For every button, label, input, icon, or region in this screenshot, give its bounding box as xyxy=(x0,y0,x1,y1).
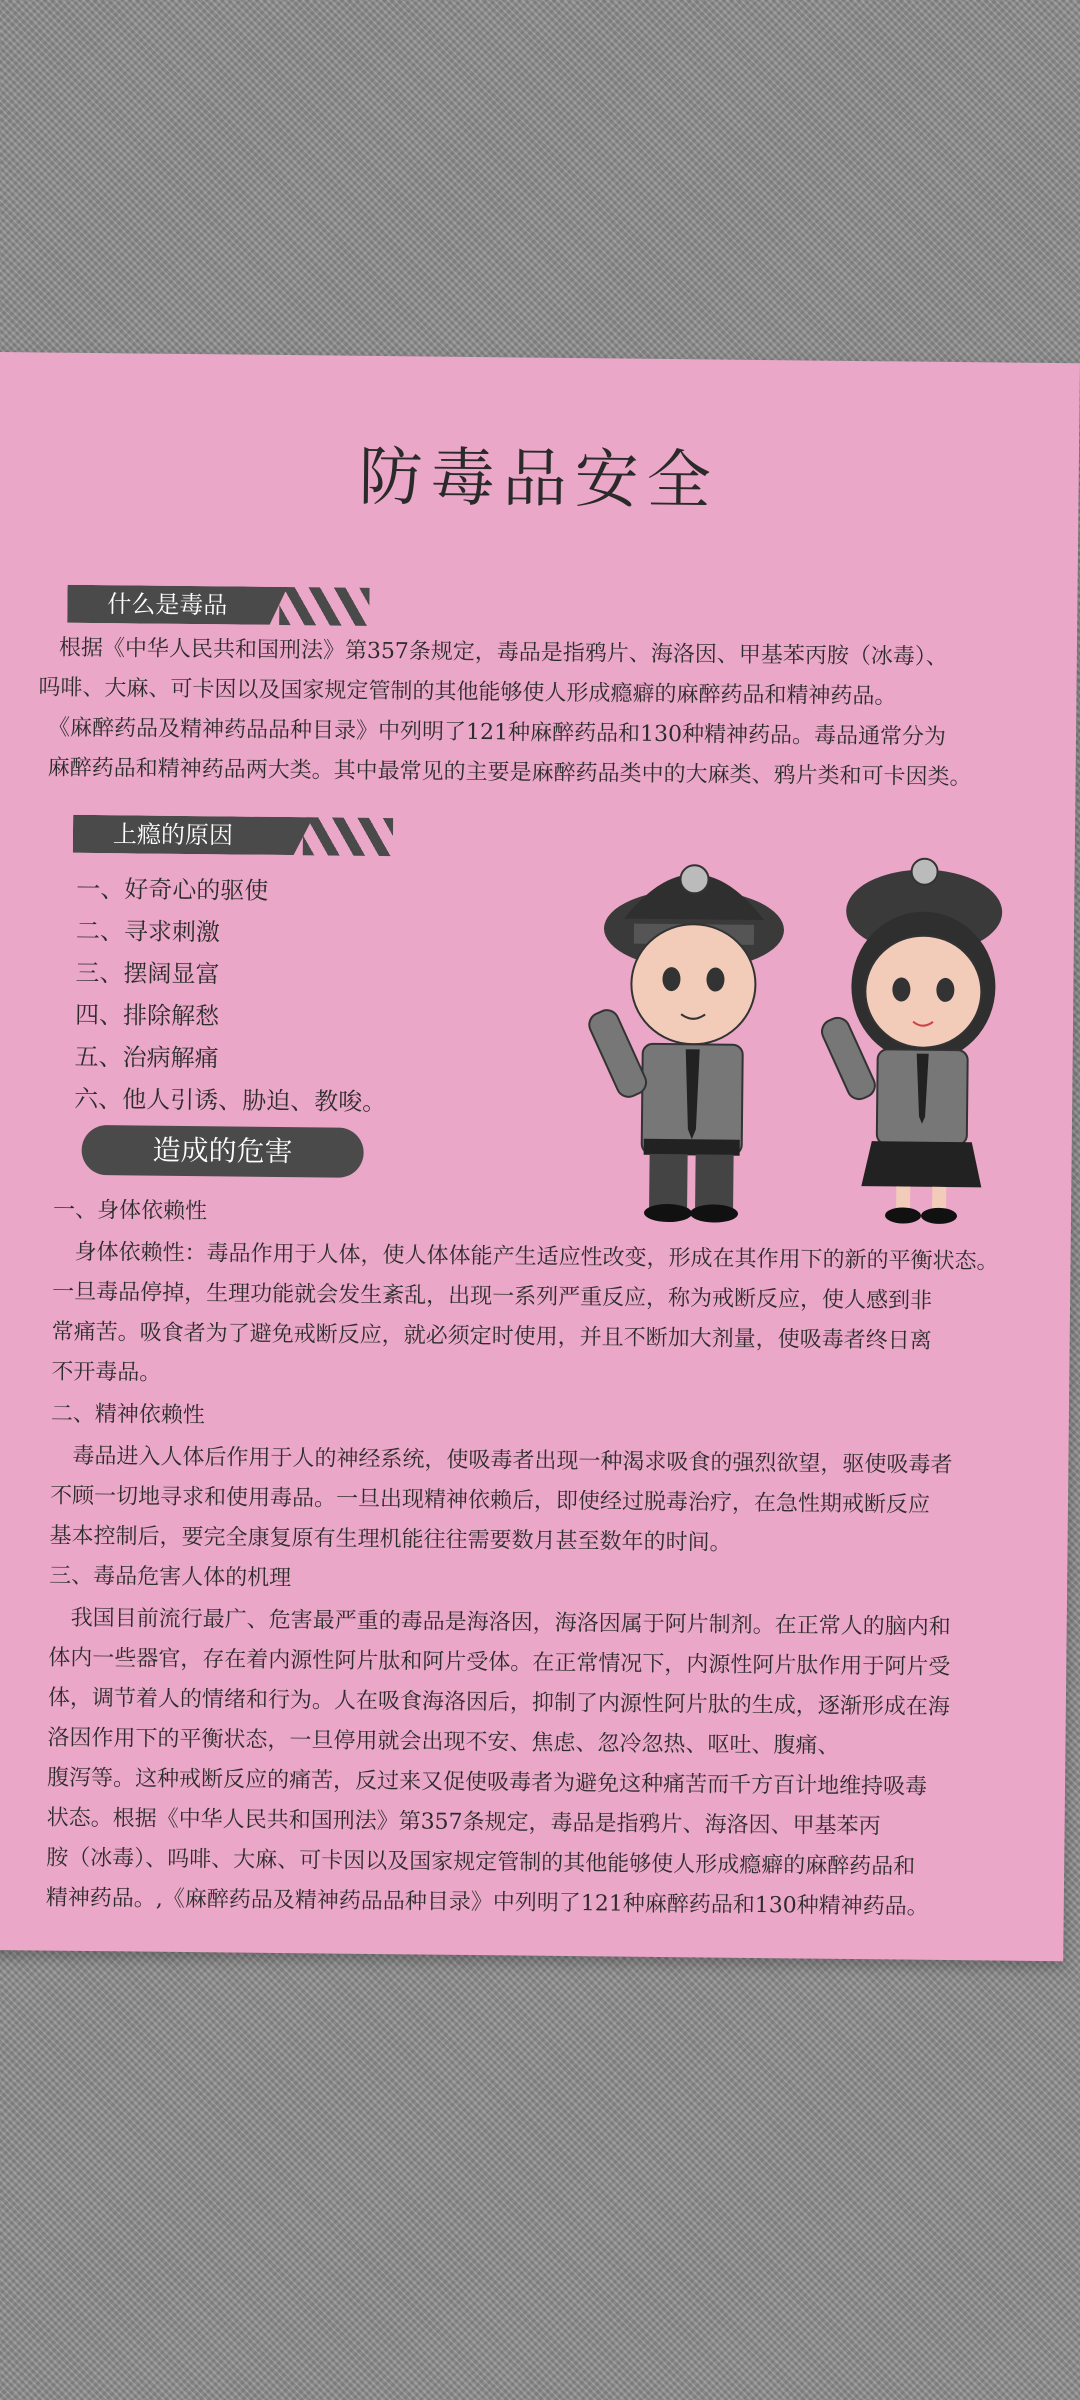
page-title: 防毒品安全 xyxy=(358,440,720,519)
text-line: 根据《中华人民共和国刑法》第357条规定，毒品是指鸦片、海洛因、甲基苯丙胺（冰毒）、 xyxy=(58,635,948,670)
text-line: 不开毒品。 xyxy=(51,1359,162,1386)
pink-leaflet xyxy=(0,352,1080,1961)
subsection-title: 二、精神依赖性 xyxy=(50,1401,206,1429)
section-header-what-is-drug: 什么是毒品 xyxy=(67,585,367,626)
text-line: 精神药品。,《麻醉药品及精神药品品种目录》中列明了121种麻醉药品和130种精神药品。 xyxy=(45,1885,929,1920)
text-line: 一旦毒品停掉，生理功能就会发生紊乱，出现一系列严重反应，称为戒断反应，使人感到非 xyxy=(52,1279,933,1314)
text-line: 毒品进入人体后作用于人的神经系统，使吸毒者出现一种渴求吸食的强烈欲望，驱使吸毒者 xyxy=(72,1443,953,1479)
text-line: 胺（冰毒）、吗啡、大麻、可卡因以及国家规定管制的其他能够使人形成瘾癖的麻醉药品和 xyxy=(46,1845,916,1880)
list-item: 四、排除解愁 xyxy=(74,1000,220,1031)
female-officer-figure xyxy=(816,858,1003,1225)
text-line: 腹泻等。这种戒断反应的痛苦，反过来又促使吸毒者为避免这种痛苦而千方百计地维持吸毒 xyxy=(46,1765,928,1800)
text-line: 麻醉药品和精神药品两大类。其中最常见的主要是麻醉药品类中的大麻类、鸦片类和可卡因类。 xyxy=(47,755,972,791)
section-header-addiction-causes: 上瘾的原因 xyxy=(73,815,373,856)
subsection-title: 三、毒品危害人体的机理 xyxy=(49,1563,292,1592)
text-line: 我国目前流行最广、危害最严重的毒品是海洛因，海洛因属于阿片制剂。在正常人的脑内和 xyxy=(70,1605,951,1641)
text-line: 《麻醉药品及精神药品品种目录》中列明了121种麻醉药品和130种精神药品。毒品通常分为 xyxy=(47,715,947,750)
text-line: 不顾一切地寻求和使用毒品。一旦出现精神依赖后，即使经过脱毒治疗，在急性期戒断反应 xyxy=(49,1483,931,1518)
list-item: 五、治病解痛 xyxy=(74,1042,219,1073)
list-item: 一、好奇心的驱使 xyxy=(76,874,269,905)
list-item: 二、寻求刺激 xyxy=(75,916,221,947)
text-line: 吗啡、大麻、可卡因以及国家规定管制的其他能够使人形成瘾癖的麻醉药品和精神药品。 xyxy=(38,675,897,710)
list-item: 六、他人引诱、胁迫、教唆。 xyxy=(74,1084,387,1117)
section-header-harms: 造成的危害 xyxy=(81,1125,364,1178)
text-line: 洛因作用下的平衡状态，一旦停用就会出现不安、焦虑、忽冷忽热、呕吐、腹痛、 xyxy=(47,1725,840,1759)
text-line: 体，调节着人的情绪和行为。人在吸食海洛因后，抑制了内源性阿片肽的生成，逐渐形成在海 xyxy=(47,1685,951,1721)
list-item: 三、摆阔显富 xyxy=(75,958,220,989)
text-line: 常痛苦。吸食者为了避免戒断反应，就必须定时使用，并且不断加大剂量，使吸毒者终日离 xyxy=(51,1319,932,1354)
text-line: 体内一些器官，存在着内源性阿片肽和阿片受体。在正常情况下，内源性阿片肽作用于阿片受 xyxy=(48,1645,951,1681)
subsection-title: 一、身体依赖性 xyxy=(52,1197,208,1225)
text-line: 基本控制后，要完全康复原有生理机能往往需要数月甚至数年的时间。 xyxy=(49,1523,732,1556)
police-officers-illustration xyxy=(581,808,1045,1233)
text-line: 身体依赖性：毒品作用于人体，使人体体能产生适应性改变，形成在其作用下的新的平衡状态。 xyxy=(74,1239,999,1275)
male-officer-figure xyxy=(583,864,784,1223)
text-line: 状态。根据《中华人民共和国刑法》第357条规定，毒品是指鸦片、海洛因、甲基苯丙 xyxy=(46,1805,881,1840)
